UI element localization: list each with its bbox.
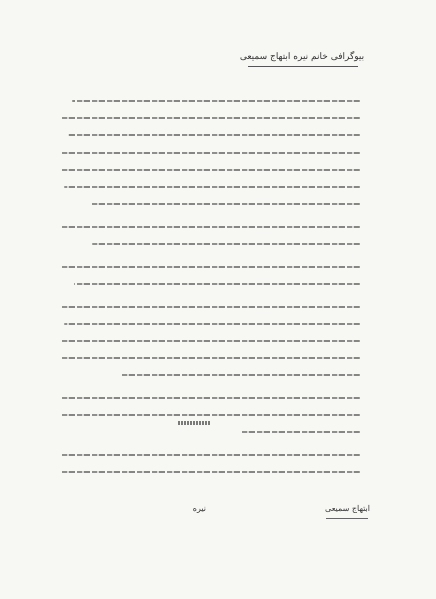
signature-block (150, 504, 370, 518)
typewritten-line (60, 454, 360, 456)
typewritten-line (60, 397, 360, 399)
signature-underline (326, 518, 368, 519)
typewritten-line (74, 283, 360, 285)
signature-name-left: نیره (192, 504, 206, 513)
document-heading: بیوگرافی خانم نیره ابتهاج سمیعی (239, 52, 365, 62)
typewritten-line (60, 414, 360, 416)
typewritten-line (60, 117, 360, 119)
typewritten-line (60, 306, 360, 308)
typewritten-line (90, 203, 360, 205)
typewritten-line (68, 134, 360, 136)
signature-name-right: ابتهاج سمیعی (325, 504, 370, 513)
typewritten-line (240, 431, 360, 433)
typewritten-line (64, 186, 360, 188)
heading-underline (248, 66, 358, 67)
typewritten-line (64, 323, 360, 325)
typewritten-line (60, 357, 360, 359)
typewritten-line (60, 226, 360, 228)
typewritten-line (92, 243, 360, 245)
typewritten-line (60, 266, 360, 268)
typewritten-line (120, 374, 360, 376)
typewritten-line (60, 340, 360, 342)
typewritten-line (60, 169, 360, 171)
biography-body (60, 92, 360, 438)
struck-through-mark (178, 421, 210, 425)
typewritten-line (60, 471, 360, 473)
typewritten-line (72, 100, 360, 102)
typewritten-line (60, 152, 360, 154)
